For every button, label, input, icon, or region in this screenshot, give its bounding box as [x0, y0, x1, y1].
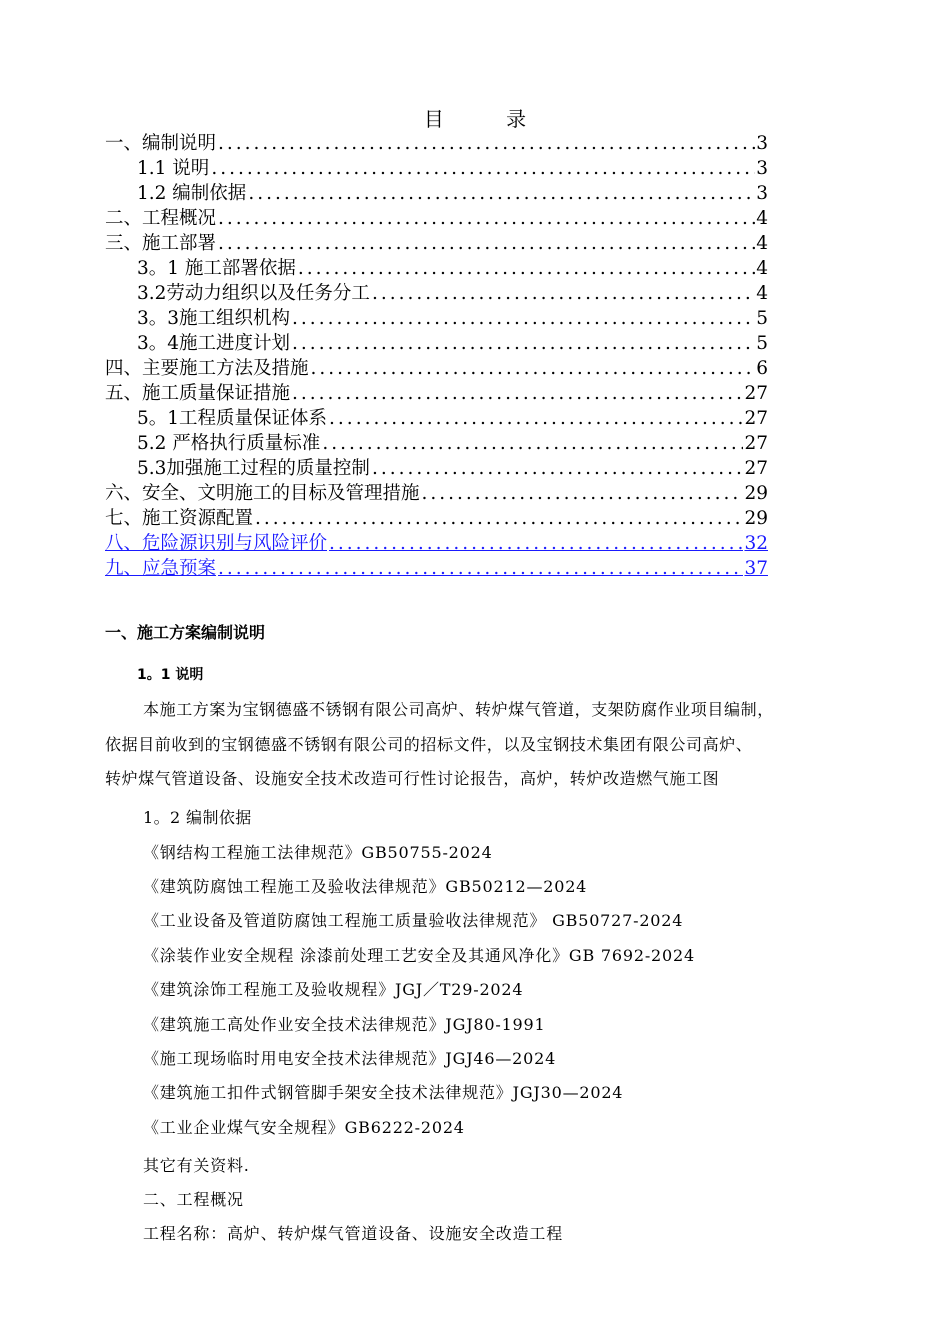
- toc-entry: [105, 506, 768, 531]
- toc-entry-title: 二、工程概况: [105, 208, 217, 229]
- reference-item: 《施工现场临时用电安全技术法律规范》JGJ46—2024: [143, 1049, 557, 1068]
- reference-item: 《工业企业煤气安全规程》GB6222-2024: [143, 1118, 465, 1137]
- table-of-contents: [105, 131, 768, 581]
- toc-leader-dots: [216, 131, 755, 156]
- toc-leader-dots: [246, 181, 755, 206]
- reference-item: 《建筑施工高处作业安全技术法律规范》JGJ80-1991: [143, 1015, 546, 1034]
- toc-leader-dots: [290, 306, 755, 331]
- toc-entry-title: 三、施工部署: [105, 233, 217, 254]
- toc-entry-page: 29: [744, 483, 768, 504]
- toc-entry-title: 5.3加强施工过程的质量控制: [137, 458, 370, 479]
- toc-entry: [105, 156, 768, 181]
- toc-leader-dots: [253, 506, 743, 531]
- description-paragraph: [105, 693, 870, 797]
- toc-entry: [105, 256, 768, 281]
- toc-entry-page: 27: [744, 408, 768, 429]
- toc-entry-page: 27: [744, 433, 768, 454]
- reference-item: 《建筑施工扣件式钢管脚手架安全技术法律规范》JGJ30—2024: [143, 1083, 624, 1102]
- reference-item: 《钢结构工程施工法律规范》GB50755-2024: [143, 843, 493, 862]
- toc-entry-page: 3: [756, 183, 768, 204]
- reference-item: 《建筑涂饰工程施工及验收规程》JGJ／T29-2024: [143, 980, 524, 999]
- subsection-heading-1-1: 1。1 说明: [137, 667, 204, 683]
- reference-item: 《涂装作业安全规程 涂漆前处理工艺安全及其通风净化》GB 7692-2024: [143, 946, 695, 965]
- toc-leader-dots: [216, 206, 755, 231]
- toc-entry: [105, 456, 768, 481]
- toc-entry-title: 3。3施工组织机构: [137, 308, 291, 329]
- toc-leader-dots: [327, 531, 743, 556]
- toc-entry: [105, 431, 768, 456]
- toc-entry-page: 4: [756, 208, 768, 229]
- toc-entry-title: 七、施工资源配置: [105, 508, 254, 529]
- toc-entry-title: 四、主要施工方法及措施: [105, 358, 309, 379]
- toc-entry-page: 4: [756, 283, 768, 304]
- toc-entry-title: 八、危险源识别与风险评价: [105, 533, 328, 554]
- toc-leader-dots: [309, 356, 756, 381]
- toc-entry[interactable]: [105, 556, 768, 581]
- toc-leader-dots: [370, 281, 755, 306]
- toc-entry: [105, 406, 768, 431]
- toc-entry: [105, 206, 768, 231]
- description-line: 本施工方案为宝钢德盛不锈钢有限公司高炉、转炉煤气管道，支架防腐作业项目编制，: [143, 700, 774, 719]
- section-heading-2: 二、工程概况: [143, 1190, 244, 1209]
- toc-entry-title: 1.1 说明: [137, 158, 210, 179]
- toc-entry-page: 3: [756, 158, 768, 179]
- toc-entry: [105, 306, 768, 331]
- toc-entry-title: 五、施工质量保证措施: [105, 383, 291, 404]
- toc-leader-dots: [216, 556, 743, 581]
- reference-item: 《建筑防腐蚀工程施工及验收法律规范》GB50212—2024: [143, 877, 588, 896]
- toc-entry[interactable]: [105, 531, 768, 556]
- toc-entry: [105, 281, 768, 306]
- toc-leader-dots: [320, 431, 743, 456]
- subsection-heading-1-2: 1。2 编制依据: [143, 808, 252, 827]
- toc-entry-title: 3。1 施工部署依据: [137, 258, 296, 279]
- toc-entry-page: 6: [756, 358, 768, 379]
- toc-entry: [105, 131, 768, 156]
- toc-leader-dots: [420, 481, 744, 506]
- toc-entry-title: 九、应急预案: [105, 558, 217, 579]
- toc-entry: [105, 231, 768, 256]
- toc-entry: [105, 331, 768, 356]
- toc-leader-dots: [209, 156, 755, 181]
- toc-entry-page: 32: [744, 533, 768, 554]
- toc-entry-page: 4: [756, 258, 768, 279]
- section-heading-1: 一、施工方案编制说明: [105, 623, 266, 642]
- project-name: 工程名称：高炉、转炉煤气管道设备、设施安全改造工程: [143, 1224, 564, 1243]
- toc-entry: [105, 381, 768, 406]
- toc-entry-title: 1.2 编制依据: [137, 183, 247, 204]
- toc-leader-dots: [290, 381, 743, 406]
- toc-entry-page: 5: [756, 333, 768, 354]
- description-line: 转炉煤气管道设备、设施安全技术改造可行性讨论报告，高炉，转炉改造燃气施工图: [105, 769, 720, 788]
- toc-title: 目 录: [423, 107, 555, 131]
- toc-leader-dots: [296, 256, 755, 281]
- reference-item: 《工业设备及管道防腐蚀工程施工质量验收法律规范》 GB50727-2024: [143, 911, 684, 930]
- toc-entry-page: 29: [744, 508, 768, 529]
- toc-entry-page: 27: [744, 383, 768, 404]
- toc-entry-title: 3.2劳动力组织以及任务分工: [137, 283, 370, 304]
- toc-entry-title: 3。4施工进度计划: [137, 333, 291, 354]
- description-line: 依据目前收到的宝钢德盛不锈钢有限公司的招标文件，以及宝钢技术集团有限公司高炉、: [105, 734, 753, 754]
- toc-entry-title: 六、安全、文明施工的目标及管理措施: [105, 483, 420, 504]
- toc-entry-page: 27: [744, 458, 768, 479]
- toc-leader-dots: [216, 231, 755, 256]
- toc-leader-dots: [290, 331, 755, 356]
- toc-entry: [105, 356, 768, 381]
- toc-entry-page: 5: [756, 308, 768, 329]
- toc-entry-title: 5.2 严格执行质量标准: [137, 433, 321, 454]
- toc-entry-title: 一、编制说明: [105, 133, 217, 154]
- toc-leader-dots: [327, 406, 743, 431]
- toc-entry-page: 37: [744, 558, 768, 579]
- other-materials: 其它有关资料.: [143, 1156, 250, 1175]
- toc-entry: [105, 181, 768, 206]
- toc-entry-page: 3: [756, 133, 768, 154]
- toc-entry-title: 5。1工程质量保证体系: [137, 408, 328, 429]
- toc-entry: [105, 481, 768, 506]
- toc-leader-dots: [370, 456, 744, 481]
- toc-entry-page: 4: [756, 233, 768, 254]
